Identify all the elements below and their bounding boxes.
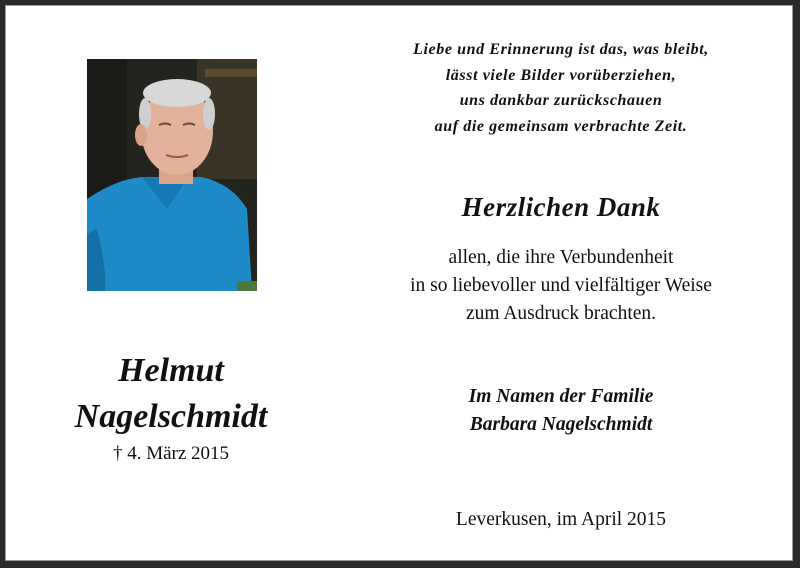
poem-line: uns dankbar zurückschauen: [459, 92, 663, 109]
poem-line: lässt viele Bilder vorüberziehen,: [445, 66, 677, 84]
memorial-poem: [351, 37, 771, 139]
thanks-line: zum Ausdruck brachten.: [465, 303, 657, 324]
thanks-line: allen, die ihre Verbundenheit: [448, 247, 674, 268]
portrait-illustration: [87, 59, 257, 291]
thanks-text: [351, 244, 771, 328]
family-line: Barbara Nagelschmidt: [469, 414, 653, 435]
obituary-card: [5, 5, 793, 561]
thanks-heading: Herzlichen Dank: [461, 192, 661, 222]
family-signature: [351, 383, 771, 439]
place-and-date: Leverkusen, im April 2015: [455, 509, 667, 530]
family-line: Im Namen der Familie: [468, 386, 654, 407]
last-name: Nagelschmidt: [74, 398, 268, 435]
first-name: Helmut: [118, 352, 224, 389]
poem-line: Liebe und Erinnerung ist das, was bleibt,: [413, 41, 709, 58]
poem-line: auf die gemeinsam verbrachte Zeit.: [434, 117, 688, 135]
death-date: † 4. März 2015: [112, 443, 230, 464]
thanks-line: in so liebevoller und vielfältiger Weise: [410, 275, 712, 296]
portrait-photo: [87, 59, 257, 291]
